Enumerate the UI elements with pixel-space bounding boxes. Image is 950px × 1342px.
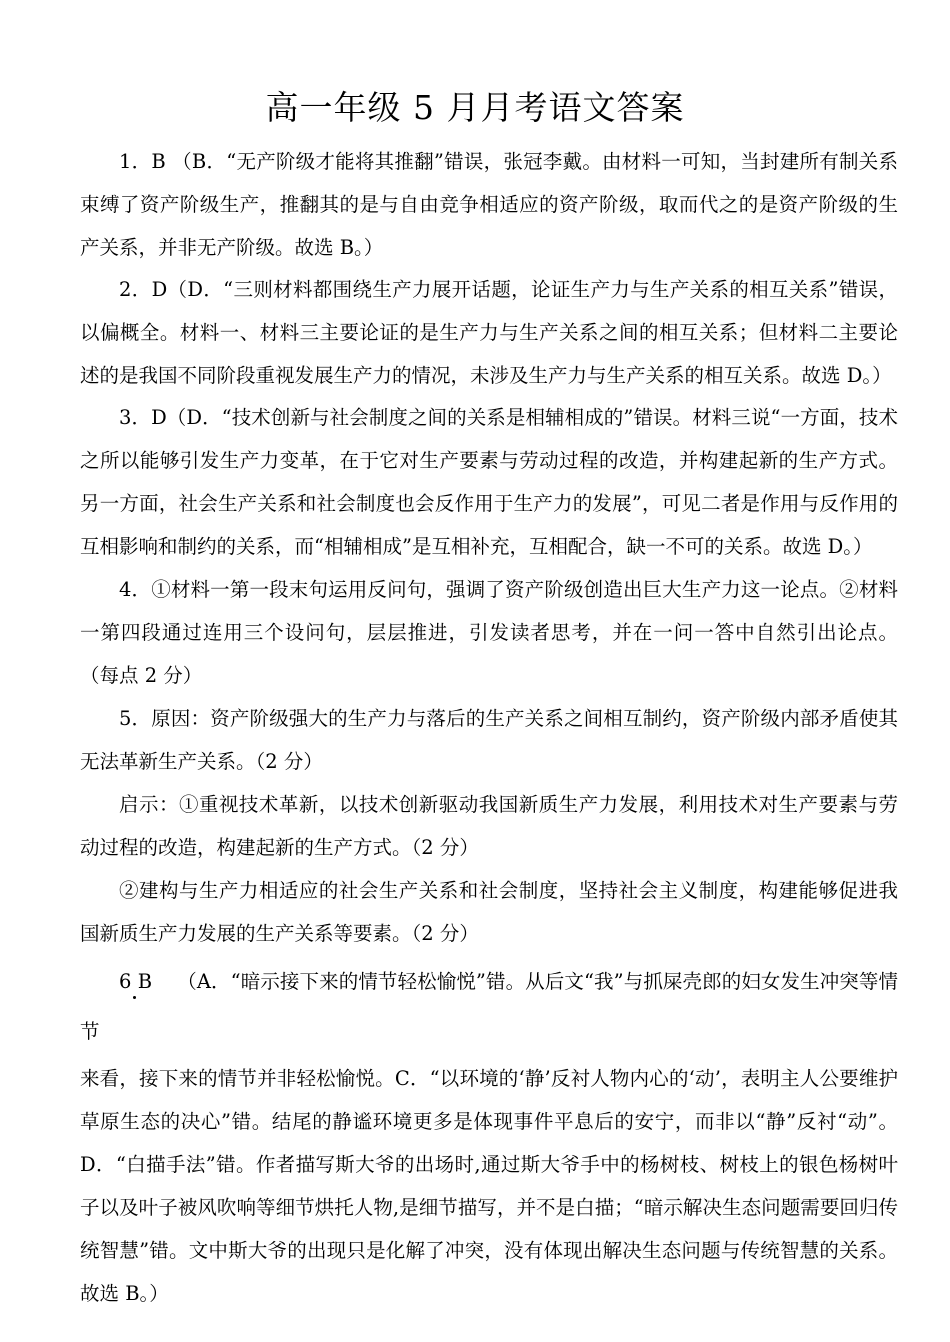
answer-1: 1．B （B．“无产阶级才能将其推翻”错误，张冠李戴。由材料一可知，当封建所有制关系束缚了资产阶级生产，推翻其的是与自由竞争相适应的资产阶级，取而代之的是资产阶级的生产关系，并非无产阶级。故选 B。） [80,150,898,259]
answer-5-insight-2: ②建构与生产力相适应的社会生产关系和社会制度，坚持社会主义制度，构建能够促进我国新质生产力发展的生产关系等要素。（2 分） [80,879,898,945]
answer-4: 4．①材料一第一段末句运用反问句，强调了资产阶级创造出巨大生产力这一论点。②材料一第四段通过连用三个设问句，层层推进，引发读者思考，并在一问一答中自然引出论点。 （每点 2 分） [80,578,898,687]
document-title: 高一年级 5 月月考语文答案 [265,88,685,127]
answer-5-reason: 5．原因：资产阶级强大的生产力与落后的生产关系之间相互制约，资产阶级内部矛盾使其无法革新生产关系。（2 分） [80,707,898,773]
answer-6-dot-mark [131,970,137,993]
answer-2: 2．D（D．“三则材料都围绕生产力展开话题，论证生产力与生产关系的相互关系”错误，以偏概全。材料一、材料三主要论证的是生产力与生产关系之间的相互关系；但材料二主要论述的是我国不同阶段重视发展生产力的情况，未涉及生产力与生产关系的相互关系。故选 D。） [80,278,898,387]
answer-5-insight-1: 启示：①重视技术革新，以技术创新驱动我国新质生产力发展，利用技术对生产要素与劳动过程的改造，构建起新的生产方式。（2 分） [80,793,898,859]
answer-6-first-line-text: （A．“暗示接下来的情节轻松愉悦”错。从后文“我”与抓屎壳郎的妇女发生冲突等情节 [80,970,899,1043]
answer-6-choice: B [137,970,153,993]
answer-6-rest: 来看，接下来的情节并非轻松愉悦。C．“以环境的‘静’反衬人物内心的‘动’，表明主人公要维护草原生态的决心”错。结尾的静谧环境更多是体现事件平息后的安宁，而非以“静”反衬“动”。D．“白描手法”错。作者描写斯大爷的出场时,通过斯大爷手中的杨树枝、树枝上的银色杨树叶子以及叶子被风吹响等细节烘托人物,是细节描写，并不是白描；“暗示解决生态问题需要回归传统智慧”错。文中斯大爷的出现只是化解了冲突，没有体现出解决生态问题与传统智慧的关系。故选 B。） [80,1067,898,1305]
answer-6-first-line [80,957,898,1057]
answer-6-number: 6 [119,970,132,993]
answer-3: 3．D（D．“技术创新与社会制度之间的关系是相辅相成的”错误。材料三说“一方面，技术之所以能够引发生产力变革，在于它对生产要素与劳动过程的改造，并构建起新的生产方式。另一方面，社会生产关系和社会制度也会反作用于生产力的发展”，可见二者是作用与反作用的互相影响和制约的关系，而“相辅相成”是互相补充，互相配合，缺一不可的关系。故选 D。） [80,406,898,558]
answer-6 [80,957,898,1315]
